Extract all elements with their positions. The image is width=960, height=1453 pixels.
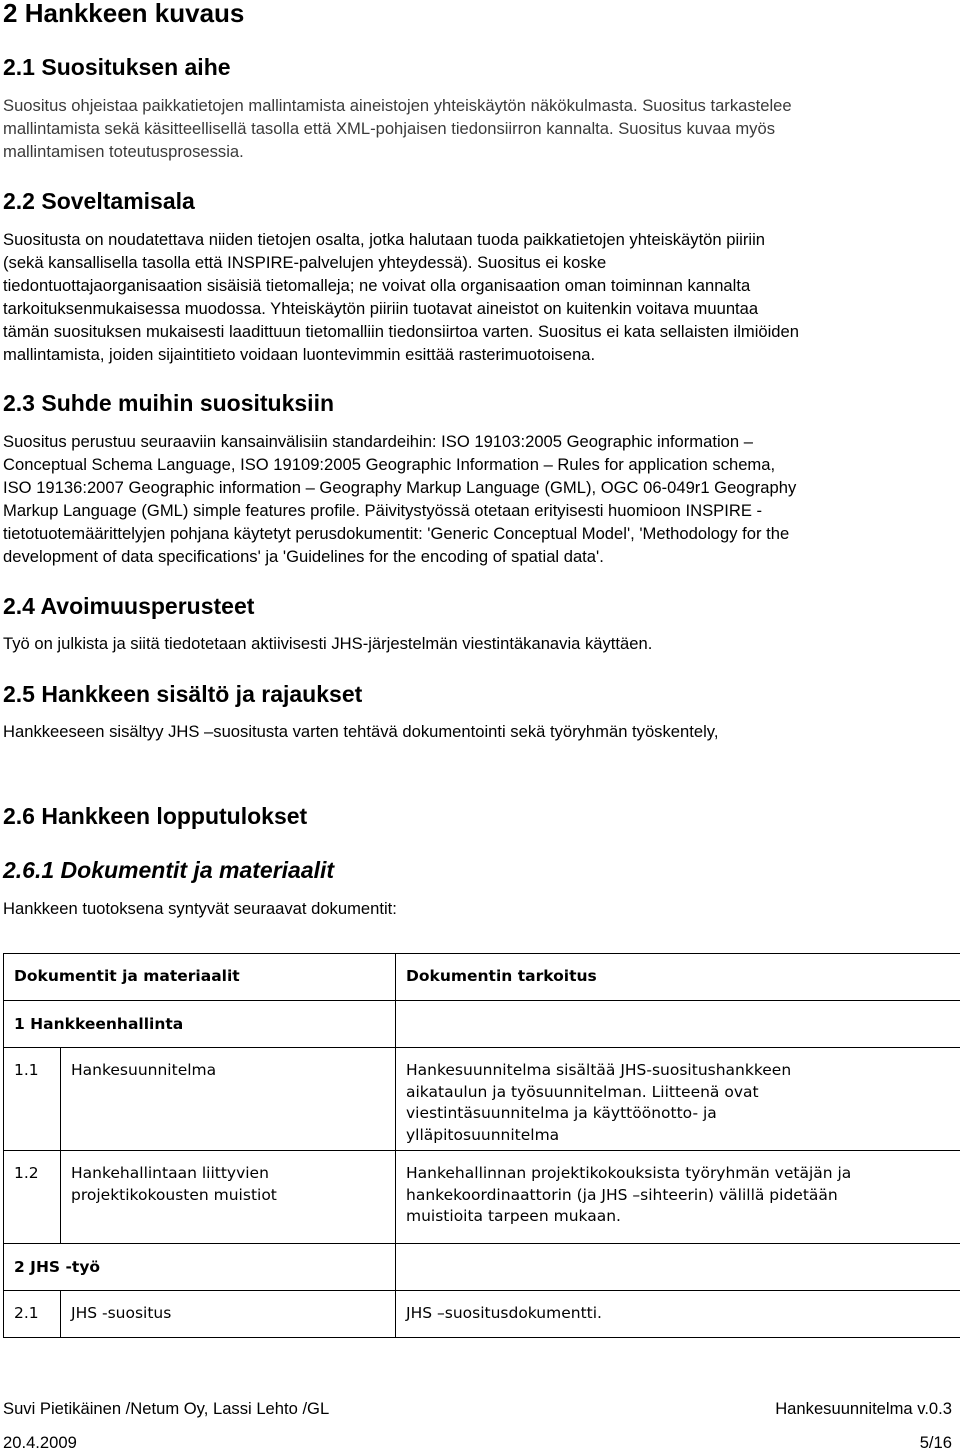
section-2-3-body: Suositus perustuu seuraaviin kansainvälisiin standardeihin: ISO 19103:2005 Geographic information – Conceptual Schema Language, ISO 19109:2005 Geographic Information – Rules for application schema, ISO 19136:2007 Geographic information – Geography Markup Language (GML), OGC 06-049r1 Geography Markup Language (GML) simple features profile. Päivitystyössä otetaan erityisesti huomioon INSPIRE - tietotuotemäärittelyjen pohjana käytetyt perusdokumentit: 'Generic Conceptual Model', 'Methodology for the development of data specifications' ja 'Guidelines for the encoding of spatial data'.: [3, 430, 955, 568]
section-2-6-1-heading: 2.6.1 Dokumentit ja materiaalit: [3, 857, 334, 883]
chapter-heading: 2 Hankkeen kuvaus: [3, 0, 244, 26]
table-group-row: [4, 1001, 960, 1048]
table-group-label: 2 JHS -työ: [4, 1244, 396, 1291]
table-row: 1.2 Hankehallintaan liittyvien projektikokousten muistiot Hankehallinnan projektikokouksista työryhmän vetäjän ja hankekoordinaattorin (ja JHS –sihteerin) välillä pidetään muistioita tarpeen mukaan.: [4, 1151, 960, 1244]
footer-authors: Suvi Pietikäinen /Netum Oy, Lassi Lehto /GL: [3, 1399, 329, 1419]
table-row: 1.1 Hankesuunnitelma Hankesuunnitelma sisältää JHS-suositushankkeen aikataulun ja työsuunnitelman. Liitteenä ovat viestintäsuunnitelma ja käyttöönotto- ja ylläpitosuunnitelma: [4, 1048, 960, 1151]
section-2-6-1-body: Hankkeen tuotoksena syntyvät seuraavat dokumentit:: [3, 897, 955, 920]
section-2-5-heading: 2.5 Hankkeen sisältö ja rajaukset: [3, 681, 362, 707]
section-2-3-heading: 2.3 Suhde muihin suosituksiin: [3, 390, 334, 416]
section-2-1-heading: 2.1 Suosituksen aihe: [3, 54, 231, 80]
section-2-6-heading: 2.6 Hankkeen lopputulokset: [3, 803, 307, 829]
section-2-1-body: Suositus ohjeistaa paikkatietojen mallintamista aineistojen yhteiskäytön näkökulmasta. Suositus tarkastelee mallintamista sekä käsitteellisellä tasolla että XML-pohjaisen tiedonsiirron kannalta. Suositus kuvaa myös mallintamisen toteutusprosessia.: [3, 94, 955, 163]
footer-page-number: 5/16: [920, 1433, 952, 1453]
table-group-row: [4, 1244, 960, 1291]
section-2-2-body: Suositusta on noudatettava niiden tietojen osalta, jotka halutaan tuoda paikkatietojen yhteiskäytön piiriin (sekä kansallisella tasolla että INSPIRE-palvelujen yhteydessä). Suositus ei koske tiedontuottajaorganisaation sisäisiä tietomalleja; ne voivat olla organisaation oman toiminnan kannalta tarkoituksenmukaisessa muodossa. Yhteiskäytön piiriin tuotavat aineistot on kuitenkin voitava muuntaa tämän suosituksen mukaisesti laadittuun tietomalliin tiedonsiirtoa varten. Suositus ei kata sellaisten ilmiöiden mallintamista, joiden sijaintitieto voidaan luontevimmin esittää rasterimuotoisena.: [3, 228, 955, 366]
section-2-2-heading: 2.2 Soveltamisala: [3, 188, 195, 214]
table-row: 2.1 JHS -suositus JHS –suositusdokumentti.: [4, 1291, 960, 1338]
table-header-documents: Dokumentit ja materiaalit: [4, 954, 396, 1001]
footer-document-name: Hankesuunnitelma v.0.3: [775, 1399, 952, 1419]
section-2-4-heading: 2.4 Avoimuusperusteet: [3, 593, 254, 619]
section-2-4-body: Työ on julkista ja siitä tiedotetaan aktiivisesti JHS-järjestelmän viestintäkanavia käyttäen.: [3, 632, 955, 655]
footer-date: 20.4.2009: [3, 1433, 77, 1453]
table-group-label: 1 Hankkeenhallinta: [4, 1001, 396, 1048]
table-header-row: [4, 954, 960, 1001]
table-header-purpose: Dokumentin tarkoitus: [396, 954, 960, 1001]
documents-table: [3, 953, 960, 1338]
section-2-5-body: Hankkeeseen sisältyy JHS –suositusta varten tehtävä dokumentointi sekä työryhmän työskentely,: [3, 720, 955, 743]
